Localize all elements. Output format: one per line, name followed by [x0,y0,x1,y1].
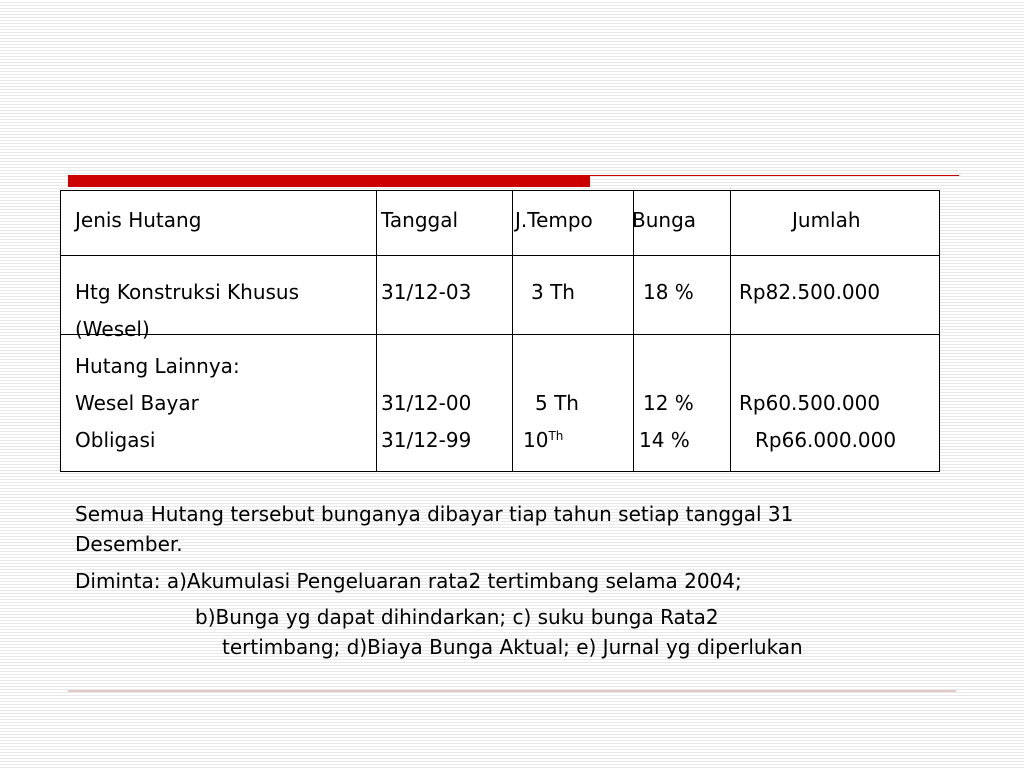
note-line-2: Desember. [75,532,183,556]
cell-hutang-lainnya: Hutang Lainnya: [75,354,240,378]
header-jumlah: Jumlah [792,208,861,232]
cell-jtempo-konstruksi: 3 Th [531,280,575,304]
cell-jenis-konstruksi-note: (Wesel) [75,317,150,341]
debt-table [60,190,940,472]
header-bunga: Bunga [632,208,697,232]
column-divider [376,191,377,471]
header-jenis-hutang: Jenis Hutang [75,208,202,232]
cell-jumlah-obligasi: Rp66.000.000 [755,428,897,452]
cell-jtempo-wesel: 5 Th [535,391,579,415]
column-divider [512,191,513,471]
cell-bunga-obligasi: 14 % [639,428,690,452]
cell-jtempo-obligasi [523,428,563,452]
note-line-3: Diminta: a)Akumulasi Pengeluaran rata2 tertimbang selama 2004; [75,569,742,593]
cell-tanggal-wesel: 31/12-00 [381,391,472,415]
cell-jenis-obligasi: Obligasi [75,428,156,452]
cell-bunga-wesel: 12 % [643,391,694,415]
note-line-5: tertimbang; d)Biaya Bunga Aktual; e) Jurnal yg diperlukan [222,635,803,659]
accent-bar [68,175,590,187]
note-line-1: Semua Hutang tersebut bunganya dibayar tiap tahun setiap tanggal 31 [75,502,794,526]
cell-jenis-konstruksi: Htg Konstruksi Khusus [75,280,300,304]
note-line-4: b)Bunga yg dapat dihindarkan; c) suku bunga Rata2 [195,605,719,629]
row-divider [61,255,939,256]
jtempo-obligasi-unit: Th [548,429,564,443]
jtempo-obligasi-value: 10 [523,428,549,452]
accent-line [590,175,959,176]
cell-tanggal-konstruksi: 31/12-03 [381,280,472,304]
cell-tanggal-obligasi: 31/12-99 [381,428,472,452]
header-j-tempo: J.Tempo [515,208,593,232]
row-divider [61,334,939,335]
cell-jumlah-konstruksi: Rp82.500.000 [739,280,881,304]
column-divider [633,191,634,471]
column-divider [730,191,731,471]
footer-line [68,690,956,692]
cell-jumlah-wesel: Rp60.500.000 [739,391,881,415]
cell-bunga-konstruksi: 18 % [643,280,694,304]
header-tanggal: Tanggal [381,208,459,232]
cell-jenis-wesel: Wesel Bayar [75,391,199,415]
